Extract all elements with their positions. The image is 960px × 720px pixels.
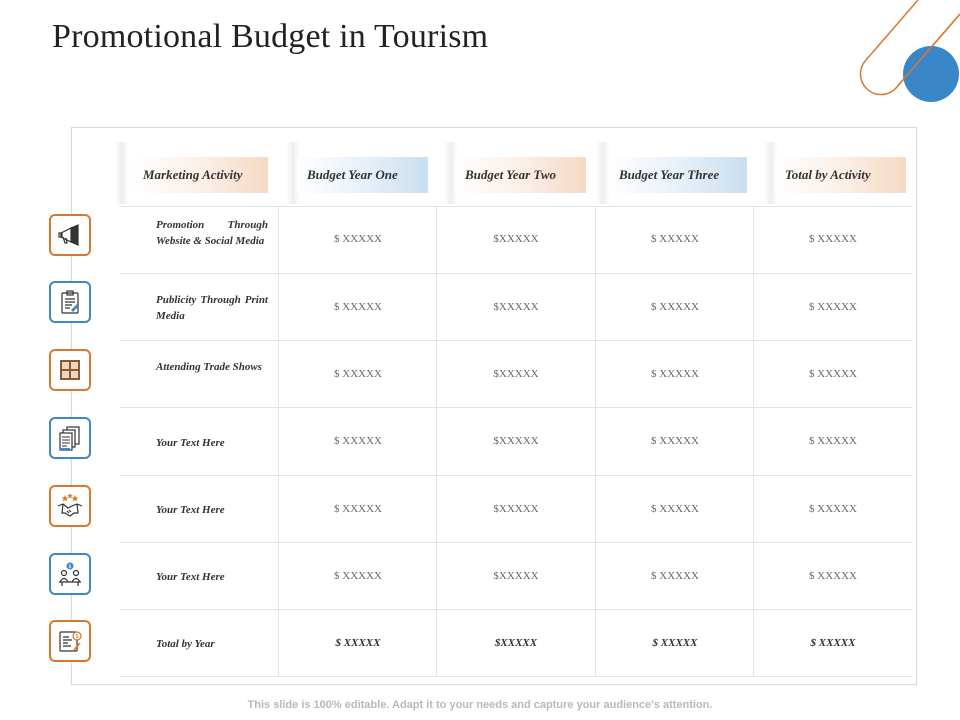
- total-year-one-cell: $ XXXXX: [335, 637, 381, 649]
- total-by-activity-cell: $ XXXXX: [809, 233, 857, 245]
- budget-year-one-cell: $ XXXXX: [334, 233, 382, 245]
- budget-year-one-cell: $ XXXXX: [334, 368, 382, 380]
- header-budget-year-three: Budget Year Three: [609, 157, 747, 193]
- total-by-activity-cell: $ XXXXX: [809, 301, 857, 313]
- budget-year-three-cell: $ XXXXX: [651, 368, 699, 380]
- budget-year-two-cell: $XXXXX: [493, 233, 539, 245]
- row-divider: [120, 475, 912, 476]
- budget-year-three-cell: $ XXXXX: [651, 570, 699, 582]
- activity-label: Total by Year: [156, 638, 215, 650]
- row-divider: [120, 542, 912, 543]
- activity-label: Publicity Through Print Media: [156, 294, 268, 322]
- header-divider: [596, 142, 610, 204]
- row-divider: [120, 676, 912, 677]
- budget-year-two-cell: $XXXXX: [493, 570, 539, 582]
- activity-label: Your Text Here: [156, 437, 225, 449]
- svg-text:$: $: [75, 633, 79, 640]
- header-budget-year-two: Budget Year Two: [455, 157, 586, 193]
- budget-year-three-cell: $ XXXXX: [651, 503, 699, 515]
- budget-year-three-cell: $ XXXXX: [651, 233, 699, 245]
- header-budget-year-one: Budget Year One: [297, 157, 428, 193]
- budget-year-two-cell: $XXXXX: [493, 503, 539, 515]
- budget-year-one-cell: $ XXXXX: [334, 570, 382, 582]
- header-divider: [115, 142, 129, 204]
- grand-total-cell: $ XXXXX: [810, 637, 856, 649]
- budget-year-two-cell: $XXXXX: [493, 301, 539, 313]
- footer-note: This slide is 100% editable. Adapt it to your needs and capture your audience's attention.: [247, 699, 713, 711]
- row-divider: [120, 273, 912, 274]
- trade-show-window-icon: [49, 349, 91, 391]
- clipboard-icon: [49, 281, 91, 323]
- budget-year-three-cell: $ XXXXX: [651, 301, 699, 313]
- activity-label: Your Text Here: [156, 571, 225, 583]
- megaphone-icon: [49, 214, 91, 256]
- page-title: Promotional Budget in Tourism: [52, 18, 489, 55]
- documents-icon: [49, 417, 91, 459]
- handshake-icon: [49, 485, 91, 527]
- header-total-by-activity: Total by Activity: [775, 157, 906, 193]
- total-year-three-cell: $ XXXXX: [652, 637, 698, 649]
- budget-year-three-cell: $ XXXXX: [651, 435, 699, 447]
- row-divider: [120, 206, 912, 207]
- budget-year-one-cell: $ XXXXX: [334, 503, 382, 515]
- budget-year-two-cell: $XXXXX: [493, 368, 539, 380]
- header-marketing-activity: Marketing Activity: [133, 157, 268, 193]
- budget-sheet-icon: [49, 620, 91, 662]
- budget-year-two-cell: $XXXXX: [493, 435, 539, 447]
- activity-label: Promotion Through Website & Social Media: [156, 219, 268, 247]
- activity-label: Your Text Here: [156, 504, 225, 516]
- total-by-activity-cell: $ XXXXX: [809, 435, 857, 447]
- total-by-activity-cell: $ XXXXX: [809, 570, 857, 582]
- budget-year-one-cell: $ XXXXX: [334, 435, 382, 447]
- svg-text:$: $: [68, 564, 72, 570]
- row-divider: [120, 340, 912, 341]
- total-by-activity-cell: $ XXXXX: [809, 368, 857, 380]
- row-divider: [120, 407, 912, 408]
- row-divider: [120, 609, 912, 610]
- total-by-activity-cell: $ XXXXX: [809, 503, 857, 515]
- meeting-icon: [49, 553, 91, 595]
- total-year-two-cell: $XXXXX: [494, 637, 538, 649]
- budget-year-one-cell: $ XXXXX: [334, 301, 382, 313]
- budget-table-panel: [71, 127, 917, 685]
- activity-label: Attending Trade Shows: [156, 361, 262, 373]
- decorative-circle-graphic: [840, 0, 960, 120]
